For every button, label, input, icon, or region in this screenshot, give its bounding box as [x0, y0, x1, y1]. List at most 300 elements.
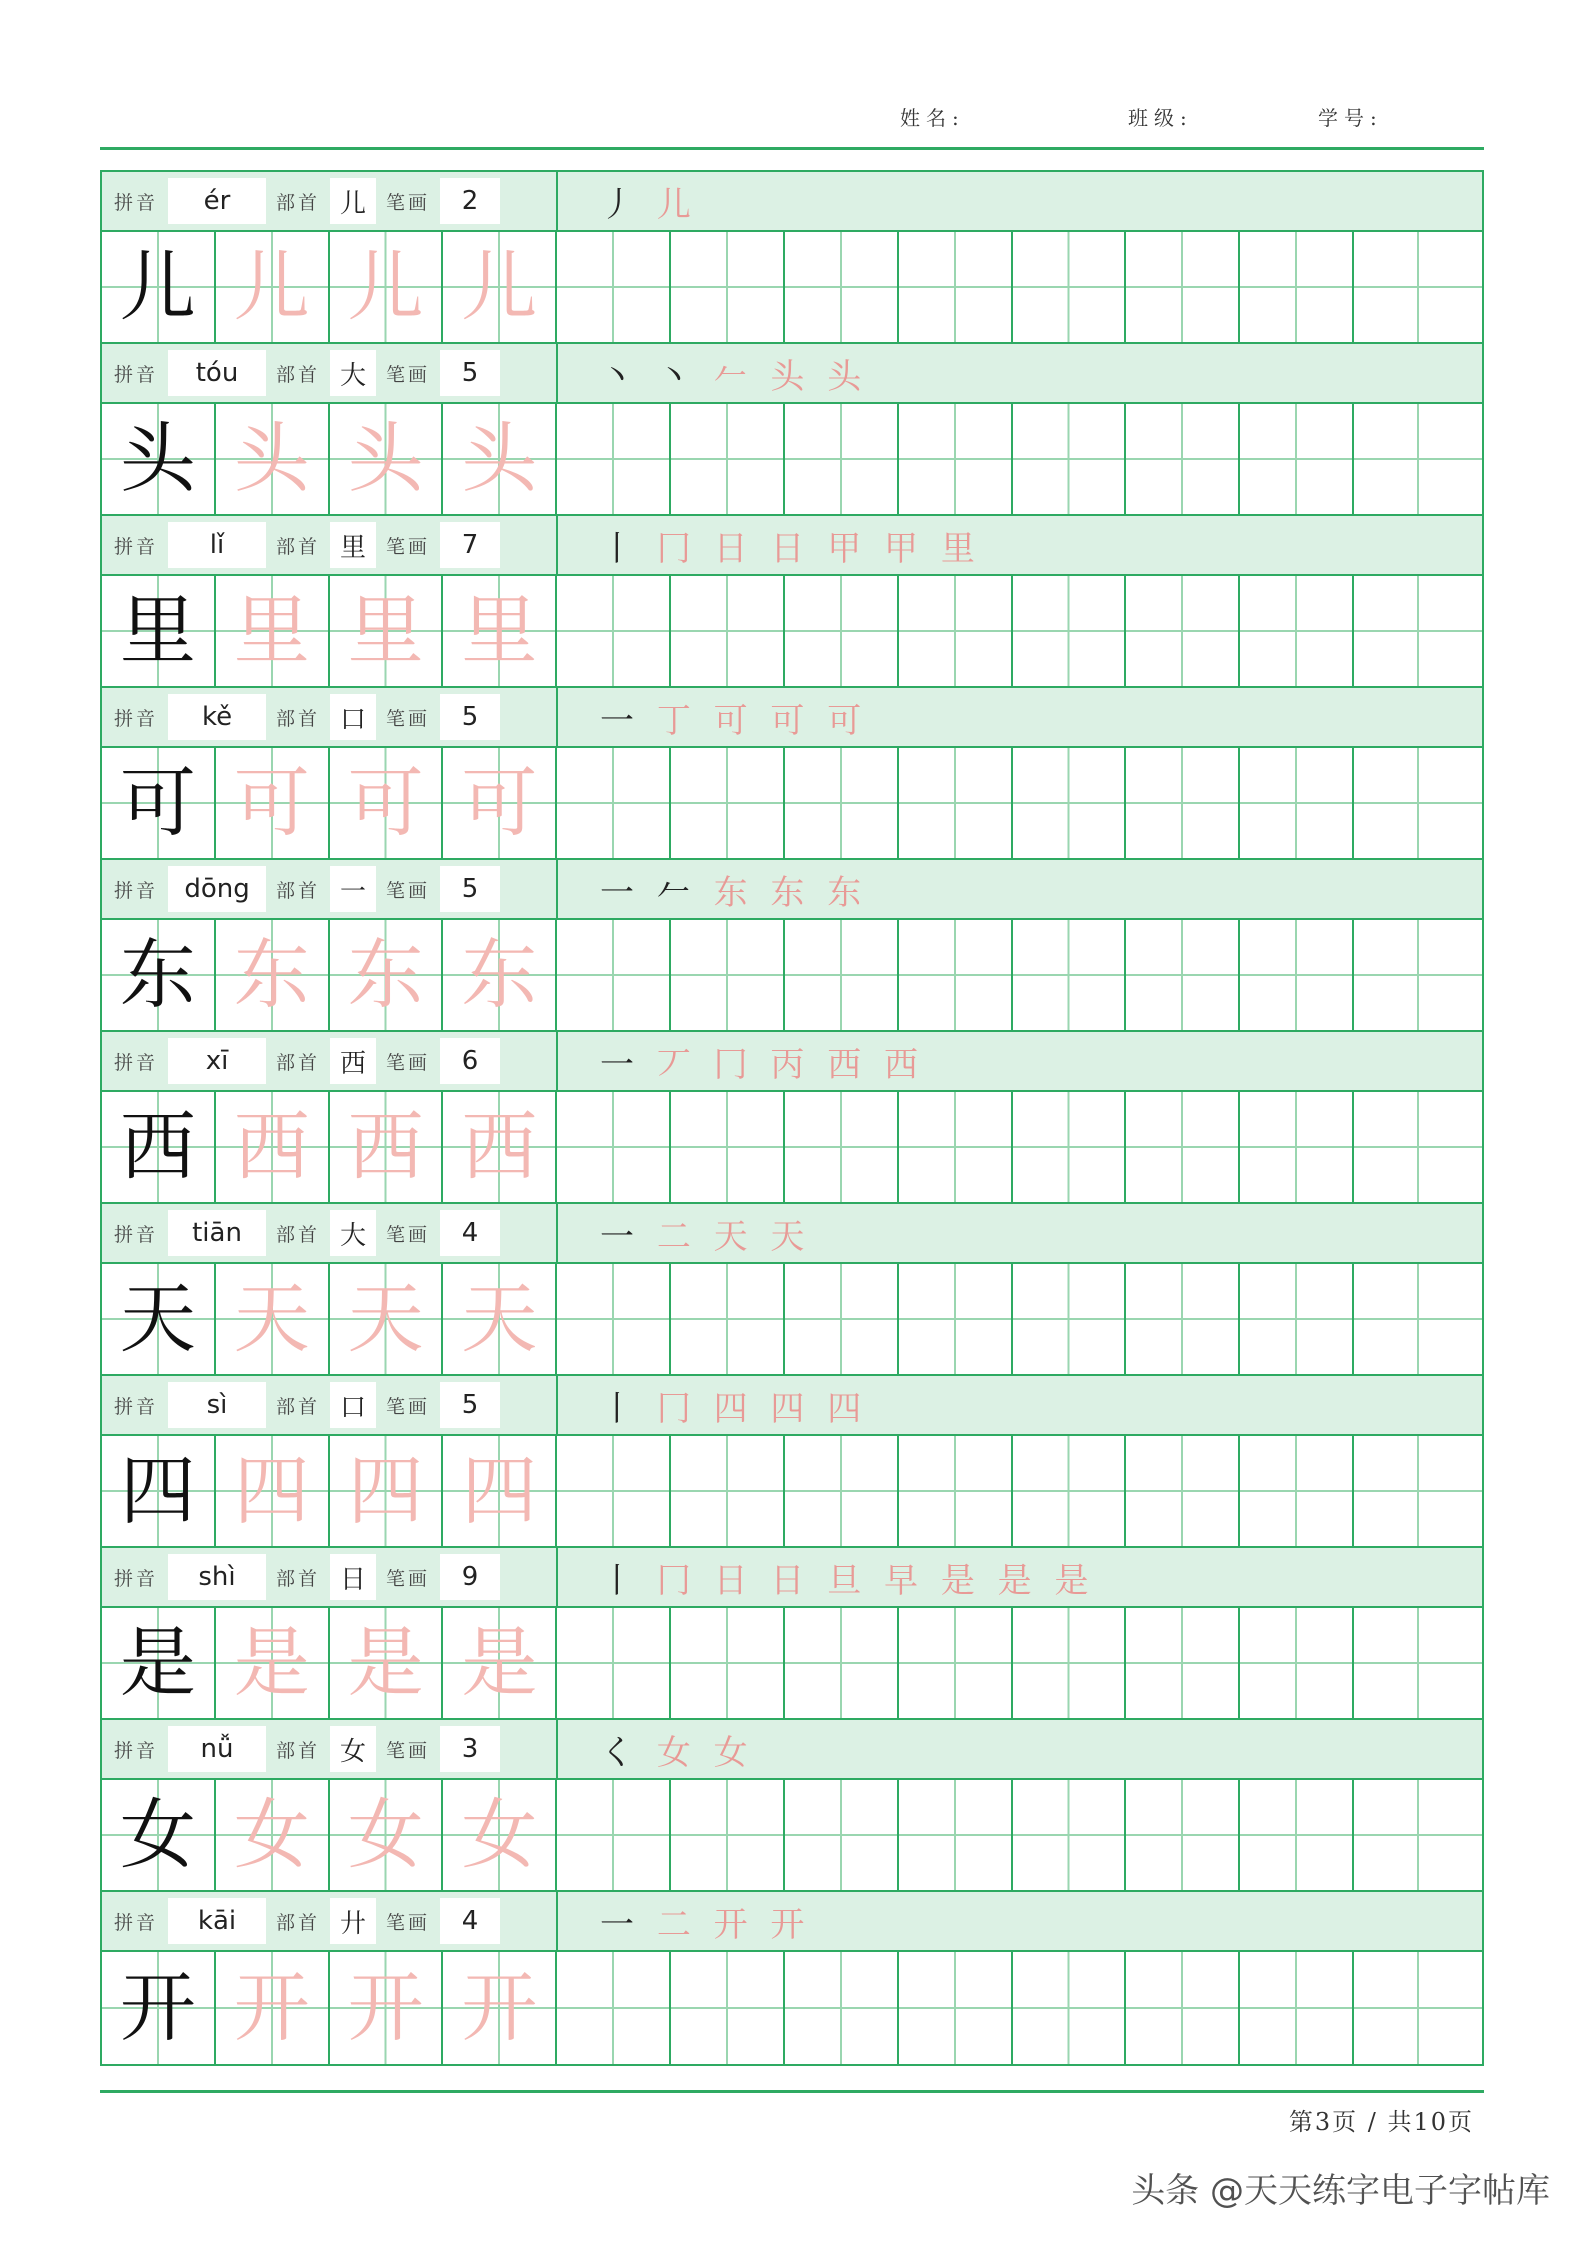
character-info-row [102, 1548, 1482, 1608]
stroke-count-value: 5 [440, 866, 500, 912]
empty-practice-cell[interactable] [1354, 1092, 1482, 1202]
empty-practice-cell[interactable] [1354, 1436, 1482, 1546]
stroke-order-trace: 女 女 [656, 1732, 754, 1773]
empty-practice-cell[interactable] [557, 1264, 671, 1374]
radical-label: 部首 [276, 191, 321, 214]
empty-practice-cell[interactable] [1013, 1952, 1127, 2064]
pinyin-value: dōng [168, 866, 266, 912]
stroke-order-trace: 冂 日 日 旦 早 是 是 是 [656, 1560, 1095, 1601]
trace-character: 女 [233, 1790, 310, 1879]
strokes-label: 笔画 [386, 191, 431, 214]
trace-character: 西 [347, 1102, 424, 1191]
empty-practice-cell[interactable] [899, 232, 1013, 342]
radical-label: 部首 [276, 707, 321, 730]
stroke-count-value: 4 [440, 1210, 500, 1256]
pinyin-value: ér [168, 178, 266, 224]
empty-practice-cell[interactable] [1240, 1264, 1354, 1374]
pinyin-label: 拼音 [114, 535, 159, 558]
character-meta [102, 1892, 558, 1950]
strokes-label: 笔画 [386, 1739, 431, 1762]
model-character-cell [102, 1780, 216, 1890]
stroke-order-written: 一 [600, 1216, 640, 1257]
model-character: 可 [119, 758, 196, 847]
empty-practice-cell[interactable] [557, 920, 671, 1030]
stroke-order [558, 865, 867, 914]
model-character: 西 [119, 1102, 196, 1191]
empty-practice-cell[interactable] [899, 920, 1013, 1030]
empty-practice-cell[interactable] [1126, 1780, 1240, 1890]
stroke-count-value: 4 [440, 1898, 500, 1944]
trace-character-cell[interactable] [443, 232, 557, 342]
trace-character-cell[interactable] [216, 576, 330, 686]
model-character: 头 [119, 414, 196, 503]
trace-character-cell[interactable] [330, 1952, 444, 2064]
empty-practice-cell[interactable] [557, 1780, 671, 1890]
trace-character: 头 [461, 414, 538, 503]
empty-practice-cell[interactable] [785, 920, 899, 1030]
empty-practice-cell[interactable] [1240, 1436, 1354, 1546]
stroke-order [558, 1209, 810, 1258]
pinyin-label: 拼音 [114, 1911, 159, 1934]
empty-practice-cell[interactable] [899, 404, 1013, 514]
trace-character-cell[interactable] [330, 232, 444, 342]
empty-practice-cell[interactable] [671, 576, 785, 686]
empty-practice-cell[interactable] [785, 576, 899, 686]
trace-character: 里 [347, 586, 424, 675]
character-meta [102, 1032, 558, 1090]
empty-practice-cell[interactable] [1240, 404, 1354, 514]
trace-character-cell[interactable] [330, 920, 444, 1030]
stroke-order-trace: 二 天 天 [656, 1216, 811, 1257]
character-info-row [102, 860, 1482, 920]
strokes-label: 笔画 [386, 879, 431, 902]
empty-practice-cell[interactable] [1354, 232, 1482, 342]
pinyin-label: 拼音 [114, 191, 159, 214]
trace-character: 东 [347, 930, 424, 1019]
model-character: 东 [119, 930, 196, 1019]
pinyin-label: 拼音 [114, 1051, 159, 1074]
trace-character: 是 [233, 1618, 310, 1707]
trace-character: 头 [233, 414, 310, 503]
stroke-order-trace: 二 开 开 [656, 1904, 811, 1945]
strokes-label: 笔画 [386, 707, 431, 730]
radical-label: 部首 [276, 879, 321, 902]
model-character: 开 [119, 1963, 196, 2052]
trace-character: 里 [233, 586, 310, 675]
trace-character: 四 [233, 1446, 310, 1535]
empty-practice-cell[interactable] [785, 1436, 899, 1546]
character-info-row [102, 172, 1482, 232]
empty-practice-cell[interactable] [1126, 1436, 1240, 1546]
pinyin-value: lǐ [168, 522, 266, 568]
empty-practice-cell[interactable] [557, 1436, 671, 1546]
stroke-count-value: 7 [440, 522, 500, 568]
radical-label: 部首 [276, 1739, 321, 1762]
trace-character: 儿 [347, 242, 424, 331]
trace-character-cell[interactable] [443, 1436, 557, 1546]
empty-practice-cell[interactable] [1240, 1608, 1354, 1718]
character-info-row [102, 688, 1482, 748]
trace-character: 天 [233, 1274, 310, 1363]
practice-sheet [100, 170, 1484, 2066]
name-label: 姓名: [900, 106, 965, 130]
empty-practice-cell[interactable] [557, 232, 671, 342]
trace-character-cell[interactable] [443, 1780, 557, 1890]
radical-label: 部首 [276, 1911, 321, 1934]
character-meta [102, 516, 558, 574]
character-info-row [102, 1720, 1482, 1780]
strokes-label: 笔画 [386, 1051, 431, 1074]
trace-character-cell[interactable] [330, 576, 444, 686]
stroke-order-trace: 丆 冂 丙 西 西 [656, 1044, 925, 1085]
empty-practice-cell[interactable] [1240, 1780, 1354, 1890]
model-character-cell [102, 1952, 216, 2064]
empty-practice-cell[interactable] [1013, 1780, 1127, 1890]
trace-character-cell[interactable] [443, 1608, 557, 1718]
stroke-order-written: 丨 [600, 528, 640, 569]
empty-practice-cell[interactable] [1013, 576, 1127, 686]
radical-label: 部首 [276, 1051, 321, 1074]
empty-practice-cell[interactable] [899, 1264, 1013, 1374]
header-rule [100, 147, 1484, 150]
empty-practice-cell[interactable] [1126, 404, 1240, 514]
empty-practice-cell[interactable] [1126, 1092, 1240, 1202]
writing-grid-row [102, 1264, 1482, 1376]
model-character-cell [102, 232, 216, 342]
model-character: 是 [119, 1618, 196, 1707]
stroke-count-value: 3 [440, 1726, 500, 1772]
trace-character: 天 [347, 1274, 424, 1363]
empty-practice-cell[interactable] [1240, 232, 1354, 342]
trace-character-cell[interactable] [443, 404, 557, 514]
trace-character: 开 [233, 1963, 310, 2052]
trace-character-cell[interactable] [330, 404, 444, 514]
stroke-order-written: 丨 [600, 1560, 640, 1601]
empty-practice-cell[interactable] [671, 232, 785, 342]
stroke-order-trace: 丁 可 可 可 [656, 700, 868, 741]
stroke-order-written: 一 [600, 1044, 640, 1085]
stroke-order-trace: 冂 日 日 甲 甲 里 [656, 528, 981, 569]
empty-practice-cell[interactable] [671, 1952, 785, 2064]
strokes-label: 笔画 [386, 535, 431, 558]
character-info-row [102, 1204, 1482, 1264]
model-character: 天 [119, 1274, 196, 1363]
trace-character-cell[interactable] [216, 920, 330, 1030]
empty-practice-cell[interactable] [899, 1780, 1013, 1890]
writing-grid-row [102, 748, 1482, 860]
strokes-label: 笔画 [386, 1911, 431, 1934]
stroke-count-value: 2 [440, 178, 500, 224]
stroke-order-written: 一 𠂉 [600, 872, 697, 913]
trace-character-cell[interactable] [443, 1952, 557, 2064]
empty-practice-cell[interactable] [1354, 1608, 1482, 1718]
trace-character-cell[interactable] [443, 1264, 557, 1374]
model-character-cell [102, 920, 216, 1030]
stroke-order [558, 1037, 924, 1086]
character-meta [102, 172, 558, 230]
empty-practice-cell[interactable] [899, 748, 1013, 858]
empty-practice-cell[interactable] [557, 1608, 671, 1718]
trace-character-cell[interactable] [443, 748, 557, 858]
empty-practice-cell[interactable] [671, 748, 785, 858]
radical-value: 口 [330, 1382, 376, 1428]
empty-practice-cell[interactable] [671, 1608, 785, 1718]
empty-practice-cell[interactable] [1240, 748, 1354, 858]
empty-practice-cell[interactable] [785, 1092, 899, 1202]
empty-practice-cell[interactable] [1013, 1608, 1127, 1718]
radical-value: 里 [330, 522, 376, 568]
model-character: 里 [119, 586, 196, 675]
character-meta [102, 1548, 558, 1606]
stroke-order-written: 丿 [600, 184, 640, 225]
trace-character-cell[interactable] [330, 1608, 444, 1718]
character-info-row [102, 516, 1482, 576]
empty-practice-cell[interactable] [1240, 1092, 1354, 1202]
writing-grid-row [102, 1952, 1482, 2064]
stroke-order [558, 521, 981, 570]
radical-value: 儿 [330, 178, 376, 224]
empty-practice-cell[interactable] [557, 1092, 671, 1202]
empty-practice-cell[interactable] [785, 1780, 899, 1890]
trace-character-cell[interactable] [216, 1264, 330, 1374]
radical-value: 女 [330, 1726, 376, 1772]
empty-practice-cell[interactable] [557, 748, 671, 858]
strokes-label: 笔画 [386, 1395, 431, 1418]
pinyin-label: 拼音 [114, 707, 159, 730]
empty-practice-cell[interactable] [899, 1952, 1013, 2064]
empty-practice-cell[interactable] [1126, 1952, 1240, 2064]
trace-character: 头 [347, 414, 424, 503]
model-character-cell [102, 748, 216, 858]
character-meta [102, 860, 558, 918]
strokes-label: 笔画 [386, 1223, 431, 1246]
empty-practice-cell[interactable] [1354, 576, 1482, 686]
empty-practice-cell[interactable] [1354, 404, 1482, 514]
trace-character-cell[interactable] [330, 1092, 444, 1202]
trace-character: 西 [233, 1102, 310, 1191]
trace-character: 是 [461, 1618, 538, 1707]
radical-label: 部首 [276, 1223, 321, 1246]
empty-practice-cell[interactable] [1013, 1264, 1127, 1374]
student-id-label: 学号: [1318, 106, 1383, 130]
empty-practice-cell[interactable] [899, 1608, 1013, 1718]
writing-grid-row [102, 1092, 1482, 1204]
pinyin-label: 拼音 [114, 879, 159, 902]
stroke-count-value: 5 [440, 350, 500, 396]
character-meta [102, 1720, 558, 1778]
empty-practice-cell[interactable] [1126, 232, 1240, 342]
empty-practice-cell[interactable] [1126, 748, 1240, 858]
empty-practice-cell[interactable] [671, 1264, 785, 1374]
radical-value: 西 [330, 1038, 376, 1084]
writing-grid-row [102, 576, 1482, 688]
radical-value: 口 [330, 694, 376, 740]
pinyin-label: 拼音 [114, 1739, 159, 1762]
trace-character: 西 [461, 1102, 538, 1191]
trace-character: 东 [233, 930, 310, 1019]
empty-practice-cell[interactable] [671, 1092, 785, 1202]
character-meta [102, 1204, 558, 1262]
pinyin-label: 拼音 [114, 1567, 159, 1590]
character-meta [102, 344, 558, 402]
radical-label: 部首 [276, 1567, 321, 1590]
trace-character: 女 [347, 1790, 424, 1879]
trace-character: 开 [461, 1963, 538, 2052]
empty-practice-cell[interactable] [1126, 1608, 1240, 1718]
trace-character-cell[interactable] [443, 1092, 557, 1202]
empty-practice-cell[interactable] [785, 1264, 899, 1374]
radical-label: 部首 [276, 1395, 321, 1418]
trace-character-cell[interactable] [216, 1608, 330, 1718]
pinyin-value: xī [168, 1038, 266, 1084]
footer-rule [100, 2090, 1484, 2093]
page-number: 第3页 / 共10页 [1288, 2108, 1474, 2136]
pinyin-value: kāi [168, 1898, 266, 1944]
trace-character-cell[interactable] [216, 1780, 330, 1890]
empty-practice-cell[interactable] [1013, 1436, 1127, 1546]
stroke-order-trace: 𠂉 头 头 [713, 356, 868, 397]
character-info-row [102, 1376, 1482, 1436]
model-character-cell [102, 1436, 216, 1546]
strokes-label: 笔画 [386, 1567, 431, 1590]
stroke-order-trace: 冂 四 四 四 [656, 1388, 868, 1429]
empty-practice-cell[interactable] [1240, 1952, 1354, 2064]
empty-practice-cell[interactable] [1354, 920, 1482, 1030]
trace-character: 可 [461, 758, 538, 847]
empty-practice-cell[interactable] [785, 1952, 899, 2064]
stroke-order-written: 丨 [600, 1388, 640, 1429]
stroke-order [558, 349, 867, 398]
trace-character: 女 [461, 1790, 538, 1879]
empty-practice-cell[interactable] [1240, 920, 1354, 1030]
empty-practice-cell[interactable] [1126, 1264, 1240, 1374]
character-info-row [102, 1032, 1482, 1092]
trace-character-cell[interactable] [216, 404, 330, 514]
model-character-cell [102, 1092, 216, 1202]
empty-practice-cell[interactable] [671, 404, 785, 514]
empty-practice-cell[interactable] [1013, 1092, 1127, 1202]
trace-character-cell[interactable] [443, 920, 557, 1030]
trace-character-cell[interactable] [216, 1092, 330, 1202]
pinyin-value: shì [168, 1554, 266, 1600]
trace-character-cell[interactable] [216, 748, 330, 858]
empty-practice-cell[interactable] [671, 920, 785, 1030]
writing-grid-row [102, 404, 1482, 516]
pinyin-value: tóu [168, 350, 266, 396]
empty-practice-cell[interactable] [1013, 232, 1127, 342]
trace-character: 可 [347, 758, 424, 847]
strokes-label: 笔画 [386, 363, 431, 386]
model-character-cell [102, 1608, 216, 1718]
trace-character: 天 [461, 1274, 538, 1363]
trace-character: 可 [233, 758, 310, 847]
radical-label: 部首 [276, 363, 321, 386]
class-label: 班级: [1128, 106, 1193, 130]
stroke-order [558, 1553, 1094, 1602]
trace-character: 四 [347, 1446, 424, 1535]
stroke-order [558, 1381, 867, 1430]
empty-practice-cell[interactable] [1354, 748, 1482, 858]
empty-practice-cell[interactable] [1354, 1780, 1482, 1890]
stroke-order-written: 一 [600, 700, 640, 741]
radical-value: 一 [330, 866, 376, 912]
stroke-order-written: く [600, 1732, 640, 1773]
model-character-cell [102, 404, 216, 514]
empty-practice-cell[interactable] [899, 576, 1013, 686]
trace-character: 开 [347, 1963, 424, 2052]
character-meta [102, 1376, 558, 1434]
watermark: 头条 @天天练字电子字帖库 [1131, 2171, 1550, 2211]
trace-character: 儿 [233, 242, 310, 331]
writing-grid-row [102, 920, 1482, 1032]
empty-practice-cell[interactable] [671, 1780, 785, 1890]
stroke-order [558, 1725, 754, 1774]
stroke-order [558, 1897, 810, 1946]
pinyin-value: nǚ [168, 1726, 266, 1772]
empty-practice-cell[interactable] [1354, 1264, 1482, 1374]
character-meta [102, 688, 558, 746]
empty-practice-cell[interactable] [1013, 920, 1127, 1030]
empty-practice-cell[interactable] [899, 1436, 1013, 1546]
trace-character-cell[interactable] [330, 1264, 444, 1374]
trace-character-cell[interactable] [330, 1436, 444, 1546]
empty-practice-cell[interactable] [785, 1608, 899, 1718]
empty-practice-cell[interactable] [557, 404, 671, 514]
radical-value: 大 [330, 350, 376, 396]
stroke-count-value: 9 [440, 1554, 500, 1600]
empty-practice-cell[interactable] [785, 748, 899, 858]
trace-character-cell[interactable] [216, 232, 330, 342]
empty-practice-cell[interactable] [557, 576, 671, 686]
model-character: 女 [119, 1790, 196, 1879]
empty-practice-cell[interactable] [1013, 404, 1127, 514]
empty-practice-cell[interactable] [1126, 920, 1240, 1030]
writing-grid-row [102, 1608, 1482, 1720]
stroke-order [558, 693, 867, 742]
trace-character: 东 [461, 930, 538, 1019]
stroke-order-trace: 东 东 东 [713, 872, 868, 913]
empty-practice-cell[interactable] [1240, 576, 1354, 686]
empty-practice-cell[interactable] [785, 404, 899, 514]
empty-practice-cell[interactable] [785, 232, 899, 342]
stroke-order-written: 一 [600, 1904, 640, 1945]
trace-character-cell[interactable] [216, 1436, 330, 1546]
radical-label: 部首 [276, 535, 321, 558]
empty-practice-cell[interactable] [1354, 1952, 1482, 2064]
model-character-cell [102, 576, 216, 686]
trace-character-cell[interactable] [443, 576, 557, 686]
model-character-cell [102, 1264, 216, 1374]
trace-character-cell[interactable] [216, 1952, 330, 2064]
empty-practice-cell[interactable] [1013, 748, 1127, 858]
stroke-count-value: 5 [440, 694, 500, 740]
trace-character-cell[interactable] [330, 748, 444, 858]
stroke-count-value: 6 [440, 1038, 500, 1084]
trace-character-cell[interactable] [330, 1780, 444, 1890]
student-info-header [0, 102, 1586, 132]
stroke-order-written: 丶 丶 [600, 356, 697, 397]
trace-character: 四 [461, 1446, 538, 1535]
empty-practice-cell[interactable] [557, 1952, 671, 2064]
empty-practice-cell[interactable] [1126, 576, 1240, 686]
trace-character: 里 [461, 586, 538, 675]
pinyin-label: 拼音 [114, 1395, 159, 1418]
empty-practice-cell[interactable] [899, 1092, 1013, 1202]
character-info-row [102, 1892, 1482, 1952]
pinyin-value: tiān [168, 1210, 266, 1256]
empty-practice-cell[interactable] [671, 1436, 785, 1546]
radical-value: 廾 [330, 1898, 376, 1944]
